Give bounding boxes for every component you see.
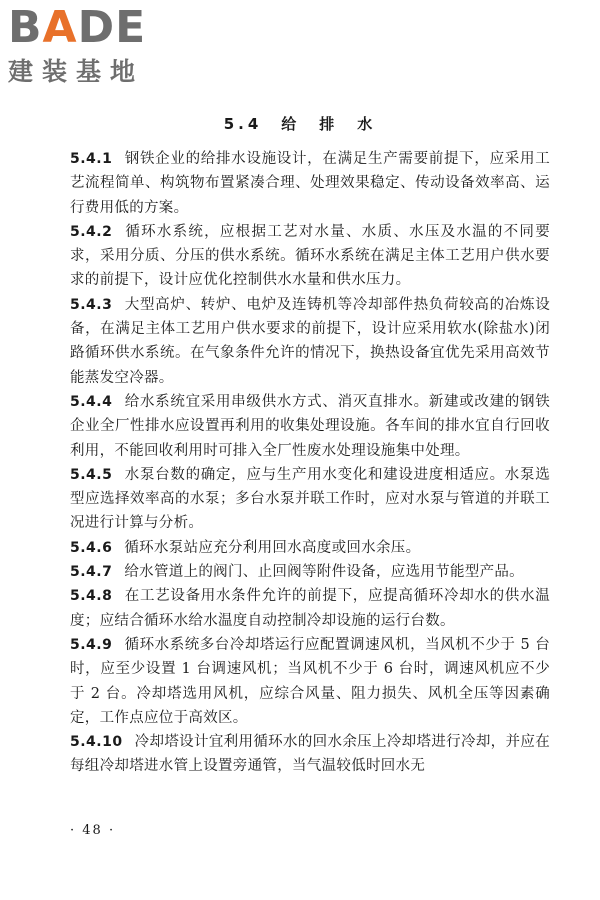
brand-subtitle: 建装基地 xyxy=(8,57,145,86)
clause-5-4-2 xyxy=(70,220,550,293)
page-number: · 48 · xyxy=(70,823,116,838)
brand-logo xyxy=(8,4,178,94)
clause-5-4-4 xyxy=(70,390,550,463)
clause-5-4-7 xyxy=(70,560,550,584)
clause-number: 5.4.6 xyxy=(70,539,113,556)
clause-text: 钢铁企业的给排水设施设计，在满足生产需要前提下，应采用工艺流程简单、构筑物布置紧凑合理、处理效果稳定、传动设备效率高、运行费用低的方案。 xyxy=(70,151,550,216)
clause-number: 5.4.7 xyxy=(70,564,113,581)
clause-5-4-6 xyxy=(70,536,550,560)
clause-number: 5.4.9 xyxy=(70,636,113,653)
clause-number: 5.4.2 xyxy=(70,223,113,240)
clause-list xyxy=(70,147,550,779)
brand-wordmark xyxy=(8,4,178,52)
clause-text: 给水系统宜采用串级供水方式、消灭直排水。新建或改建的钢铁企业全厂性排水应设置再利用的收集处理设施。各车间的排水宜自行回收利用，不能回收利用时可排入全厂性废水处理设施集中处理。 xyxy=(70,393,550,459)
section-title: 5.4 给 排 水 xyxy=(223,115,377,133)
clause-text: 循环水泵站应充分利用回水高度或回水余压。 xyxy=(124,539,421,556)
clause-5-4-1 xyxy=(70,147,550,220)
clause-text: 冷却塔设计宜利用循环水的回水余压上冷却塔进行冷却，并应在每组冷却塔进水管上设置旁通管，当气温较低时回水无 xyxy=(70,734,550,775)
brand-prefix: B xyxy=(8,2,43,53)
clause-number: 5.4.4 xyxy=(70,393,113,410)
clause-5-4-10 xyxy=(70,730,550,779)
clause-text: 大型高炉、转炉、电炉及连铸机等冷却部件热负荷较高的冶炼设备，在满足主体工艺用户供水要求的前提下，设计应采用软水(除盐水)闭路循环供水系统。在气象条件允许的情况下，换热设备宜优先采用高效节能蒸发空冷器。 xyxy=(70,296,550,386)
clause-number: 5.4.8 xyxy=(70,588,113,605)
clause-number: 5.4.5 xyxy=(70,466,113,483)
clause-number: 5.4.1 xyxy=(70,151,113,167)
clause-5-4-5 xyxy=(70,463,550,536)
clause-number: 5.4.10 xyxy=(70,734,123,751)
clause-5-4-3 xyxy=(70,293,550,390)
clause-number: 5.4.3 xyxy=(70,296,113,313)
brand-suffix: DE xyxy=(77,2,147,53)
clause-5-4-8 xyxy=(70,584,550,633)
clause-text: 水泵台数的确定，应与生产用水变化和建设进度相适应。水泵选型应选择效率高的水泵；多台水泵并联工作时，应对水泵与管道的并联工况进行计算与分析。 xyxy=(70,466,550,532)
clause-text: 循环水系统，应根据工艺对水量、水质、水压及水温的不同要求，采用分质、分压的供水系统。循环水系统在满足主体工艺用户供水要求的前提下，设计应优化控制供水水量和供水压力。 xyxy=(70,223,550,289)
brand-accent-letter: A xyxy=(42,2,78,53)
clause-5-4-9 xyxy=(70,633,550,730)
clause-text: 循环水系统多台冷却塔运行应配置调速风机，当风机不少于 5 台时，应至少设置 1 台调速风机；当风机不少于 6 台时，调速风机应不少于 2 台。冷却塔选用风机，应综合风量、阻力损失、风机全压等因素确定，工作点应位于高效区。 xyxy=(70,636,550,726)
clause-text: 给水管道上的阀门、止回阀等附件设备，应选用节能型产品。 xyxy=(124,564,524,581)
clause-text: 在工艺设备用水条件允许的前提下，应提高循环冷却水的供水温度；应结合循环水给水温度自动控制冷却设施的运行台数。 xyxy=(70,588,550,629)
